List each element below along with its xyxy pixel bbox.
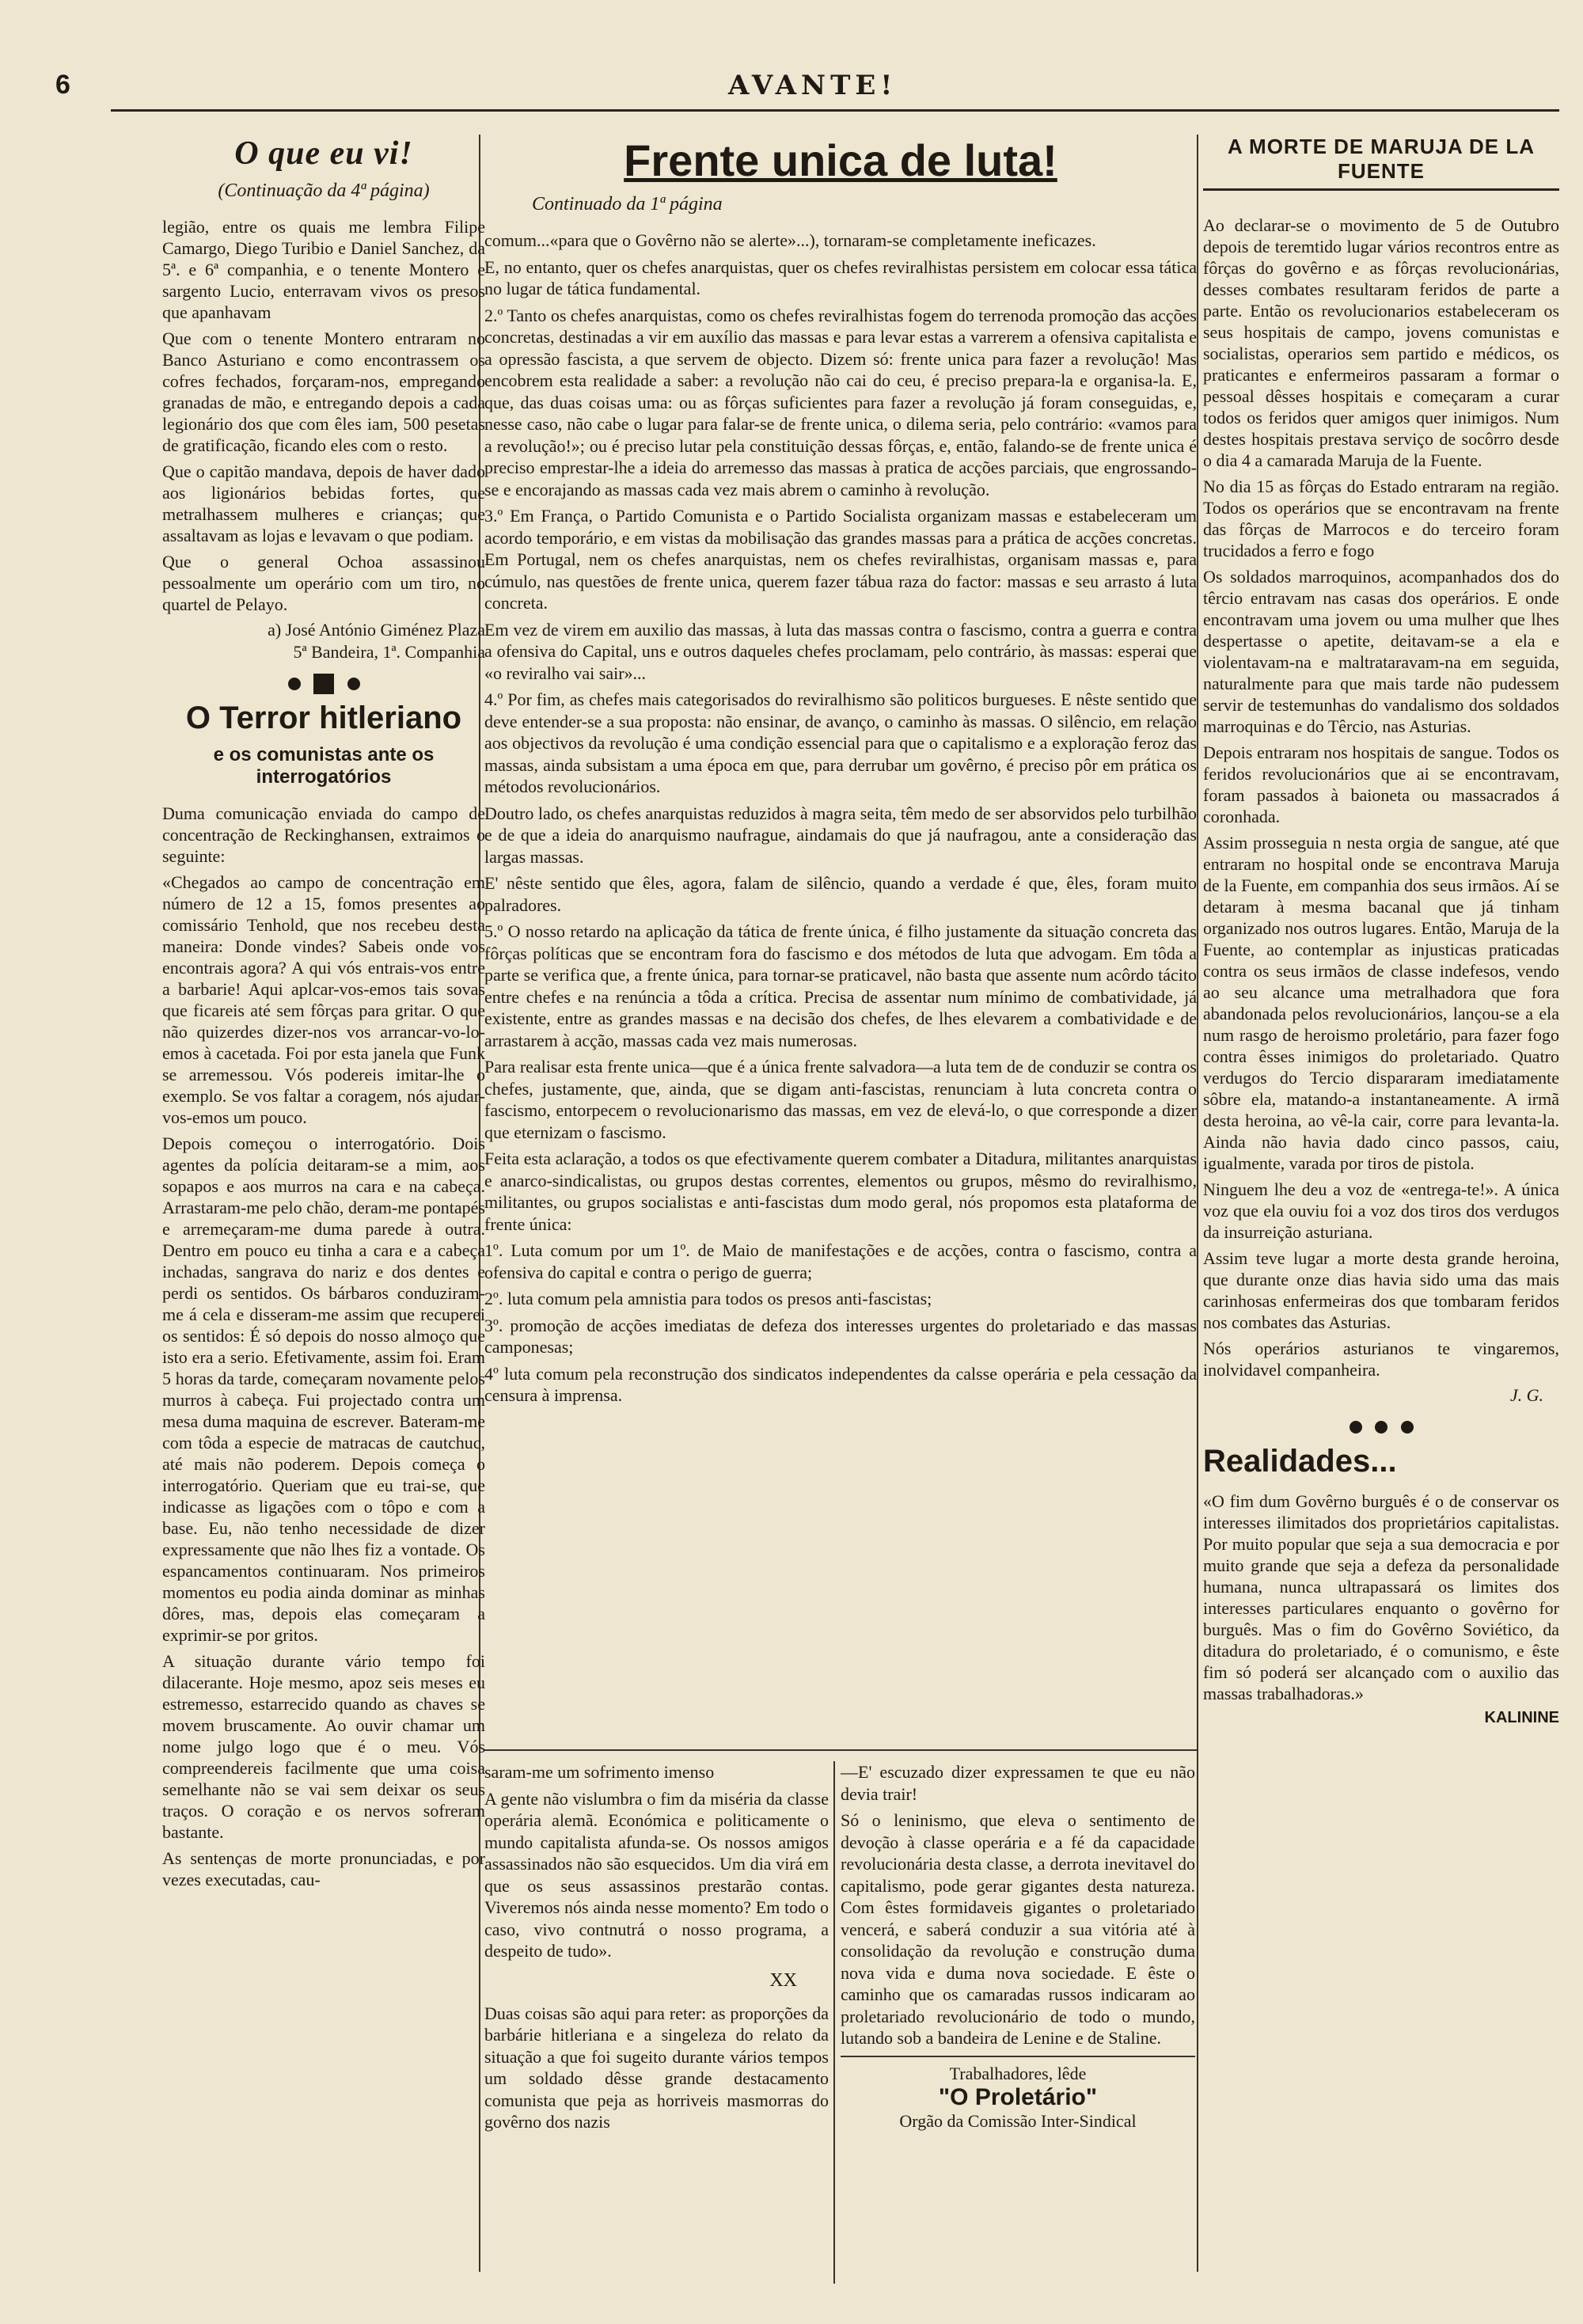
article-title: A MORTE DE MARUJA DE LA FUENTE: [1203, 135, 1559, 191]
paragraph: Feita esta aclaração, a todos os que efectivamente querem combater a Ditadura, militantes anarquistas e anarco-sindicalistas, ou grupos destas correntes, elementos ou grupos, mêsmo do reviralhismo, militantes, ou grupos socialistas e anti-fascistas dum modo geral, nós propomos esta plataforma de frente única:: [484, 1149, 1197, 1234]
paragraph: E, no entanto, quer os chefes anarquistas, quer os chefes reviralhistas persistem em colocar essa tática no lugar de tática fundamental.: [484, 256, 1197, 298]
paragraph: Ao declarar-se o movimento de 5 de Outubro depois de teremtido lugar vários recontros entre as fôrças do govêrno e as fôrças revolucionárias, desses combates resultaram feridos de parte a parte. Então os revolucionarios estabeleceram os seus hospitais de campo, jovens comunistas e socialistas, operarios sem partido e médicos, os praticantes e enfermeiros passaram a formar o pessoal dêsses hospitais e começaram a curar todos os feridos quer amigos quer inimigos. Num destes hospitais prestava serviço de socôrro desde o dia 4 a camarada Maruja de la Fuente.: [1203, 215, 1559, 470]
paragraph: 2º. luta comum pela amnistia para todos os presos anti-fascistas;: [484, 1289, 932, 1308]
paragraph: 2.º Tanto os chefes anarquistas, como os chefes reviralhistas fogem do terrenoda promoção das acções concretas, destinadas a vir em auxílio das massas e para levar estas a varrerem a ofensiva capitalista e a opressão fascista, a que servem de objecto. Dizem só: frente unica para fazer a revolução! Mas encobrem esta realidade a saber: a revolução não cai do ceu, é preciso prepara-la e organisa-la. E, que, das duas coisas uma: ou as fôrças suficientes para fazer a revolução já foram conseguidas, e, nesse caso, não cabe o lugar para falar-se de frente unica, o dilema seria, pelo contrário: «vamos para a revolução!»; ou é preciso lutar pela constituição dessas fôrças, e, então, falando-se de frente unica é preciso emprestar-lhe a ideia do arremesso das massas à pratica de acções parciais, que engrossando-se e encorajando as massas cada vez mais abrem o caminho à revolução.: [484, 305, 1197, 499]
notice-line: Trabalhadores, lêde: [949, 2063, 1087, 2083]
header-rule: [111, 70, 1559, 112]
dot-icon: [288, 678, 301, 690]
paragraph: Que o general Ochoa assassinou pessoalmente um operário com um tiro, no quartel de Pelayo.: [162, 552, 485, 614]
paragraph: 1º. Luta comum por um 1º. de Maio de manifestações e de acções, contra o fascismo, contra a ofensiva do capital e contra o perigo de guerra;: [484, 1240, 1197, 1282]
paragraph: Duma comunicação enviada do campo de concentração de Reckinghansen, extraimos o seguinte:: [162, 803, 485, 867]
dot-icon: [347, 678, 360, 690]
paragraph: Ninguem lhe deu a voz de «entrega-te!». A única voz que ela ouviu foi a voz dos tiros dos verdugos da insurreição asturiana.: [1203, 1179, 1559, 1242]
paragraph: 4º luta comum pela reconstrução dos sindicatos independentes da calsse operária e pela cessação da censura à imprensa.: [484, 1363, 1197, 1405]
middle-column: [484, 135, 1197, 1797]
paragraph: As sentenças de morte pronunciadas, e por vezes executadas, cau-: [162, 1848, 485, 1890]
signature: 5ª Bandeira, 1ª. Companhia: [293, 642, 485, 662]
ornament: [162, 670, 485, 694]
continuation-note: Continuado da 1ª página: [532, 194, 723, 215]
paragraph: 4.º Por fim, as chefes mais categorisados do reviralhismo são politicos burgueses. E nêste sentido que deve entender-se a sua proposta: não ensinar, de avanço, o caminho às massas. O silêncio, em relação aos objectivos da revolução é uma condição essencial para que o capitalismo e a exploração feroz das massas, ainda subsistam a uma época em que, para derrubar um govêrno, é preciso pôr em prática os métodos revolucionários.: [484, 689, 1197, 796]
dot-icon: [1375, 1421, 1387, 1434]
paragraph: A situação durante vário tempo foi dilacerante. Hoje mesmo, apoz seis meses eu estremesso, estarrecido quando as chaves se movem bruscamente. Ao ouvir chamar um nome julgo logo que é o meu. Vós compreendereis facilmente que uma coisa semelhante não se vai sem deixar os seus traços. O coração e os nervos sofreram bastante.: [162, 1651, 485, 1843]
paragraph: «Chegados ao campo de concentração em número de 12 a 15, fomos presentes ao comissário Tenhold, que nos recebeu desta maneira: Donde vindes? Sabeis onde vos encontrais agora? A qui vós entrais-vos entre a barbarie! Aqui aplcar-vos-emos tais sovas que ficareis até sem fôrças para gritar. O que não quizerdes dizer-nos vos arrancar-vo-lo-emos à cacetada. Foi por esta janela que Funk se arremessou. Vós podereis imitar-lhe o exemplo. Se vos faltar a coragem, nós ajudar-vos-emos um pouco.: [162, 872, 485, 1128]
paragraph: 5.º O nosso retardo na aplicação da tática de frente única, é filho justamente da situação concreta das fôrças políticas que se encontram fora do fascismo e dos métodos de luta que advogam. Em tôda a parte se verifica que, a frente única, para tornar-se praticavel, não basta que assente num acôrdo tácito entre chefes e na renúncia a tôda a crítica. Precisa de assentar num mínimo de combatividade, já existente, entre as grandes massas e na decisão dos chefes, de lhes elevarem a combatividade e de arrastarem à acção, massas cada vez mais numerosas.: [484, 921, 1197, 1050]
article-title: Realidades...: [1203, 1444, 1397, 1479]
page-number: 6: [55, 70, 70, 100]
signature: XX: [769, 1969, 797, 1991]
masthead: AVANTE!: [728, 70, 898, 101]
bottom-column-a: [484, 1761, 829, 2284]
paragraph: Que com o tenente Montero entraram no Banco Asturiano e como encontrassem os cofres fechados, forçaram-nos, empregando granadas de mão, e entregando depois a cada legionário dos que com êles iam, 500 pesetas de gratificação, ficando eles com o resto.: [162, 328, 485, 455]
notice-line: Orgão da Comissão Inter-Sindical: [899, 2110, 1137, 2131]
signature: J. G.: [1509, 1385, 1543, 1405]
dot-icon: [1401, 1421, 1414, 1434]
column-rule: [833, 1761, 835, 2284]
signature: a) José António Giménez Plaza: [268, 620, 485, 640]
paragraph: «O fim dum Govêrno burguês é o de conservar os interesses ilimitados dos proprietários capitalistas. Por muito popular que seja a sua democracia e por muito grande que seja a defeza da personalidade humana, nunca ultrapassará os limites dos interesses particulares enquanto o govêrno for burguês. Mas o fim do Govêrno Soviético, da ditadura do proletariado, é o comunismo, e êste fim só poderá ser alcançado com o auxilio das massas trabalhadoras.»: [1203, 1491, 1559, 1703]
section-rule: [484, 1749, 1197, 1751]
article-subtitle: e os comunistas ante os interrogatórios: [213, 744, 435, 788]
paragraph: Que o capitão mandava, depois de haver dado aos ligionários bebidas fortes, que metralhassem mulheres e crianças; que assaltavam as lojas e levavam o que podiam.: [162, 461, 485, 545]
divider: [841, 2056, 1195, 2057]
paragraph: Assim prosseguia n nesta orgia de sangue, até que entraram no hospital onde se encontrava Maruja de la Fuente, em companhia dos seus irmãos. Aí se detaram à mesma bacanal que já tinham organizado nos outros lugares. Então, Maruja de la Fuente, ao contemplar as injusticas praticadas contra os seus irmãos de classe indefesos, vendo ao seu alcance uma metralhadora que fora abandonada pelos revolucionários, lançou-se a ela num rasgo de heroismo proletário, para fazer fogo contra êsses inimigos do proletariado. Quatro verdugos do Tercio dispararam imediatamente sôbre ela, matando-a instantaneamente. A irmã desta heroina, ao vê-la cair, corre para levanta-la. Ainda não havia dado cinco passos, caiu, igualmente, varada por tiros de pistola.: [1203, 833, 1559, 1173]
signature: KALININE: [1484, 1709, 1559, 1726]
ornament: [1203, 1414, 1559, 1437]
left-column: [162, 135, 485, 2272]
paragraph: 3º. promoção de acções imediatas de defeza dos interesses urgentes do proletariado e das massas camponesas;: [484, 1315, 1197, 1357]
paragraph: Só o leninismo, que eleva o sentimento de devoção à classe operária e a fé da capacidade revolucionária desta classe, a derrota inevitavel do capitalismo, pode gerar gigantes desta natureza. Com êstes formidaveis gigantes o proletariado vencerá, e saberá conduzir a sua vitória até à consolidação da revolução e construção duma nova vida e duma nova sociedade. E êste o caminho que os camaradas russos indicaram ao proletariado revolucionário de todo o mundo, lutando sob a bandeira de Lenine e de Staline.: [841, 1810, 1195, 2048]
notice-title: "O Proletário": [938, 2083, 1098, 2110]
paragraph: Depois entraram nos hospitais de sangue. Todos os feridos revolucionários que ai se encontravam, foram passados à baioneta ou massacrados á coronhada.: [1203, 742, 1559, 826]
paragraph: legião, entre os quais me lembra Filipe Camargo, Diego Turibio e Daniel Sanchez, da 5ª. e 6ª companhia, e o tenente Montero e sargento Lucio, enterravam vivos os presos que apanhavam: [162, 217, 485, 322]
right-column: [1203, 135, 1559, 2272]
square-icon: [313, 674, 334, 694]
paragraph: E' nêste sentido que êles, agora, falam de silêncio, quando a verdade é que, êles, foram muito palradores.: [484, 873, 1197, 915]
paragraph: Para realisar esta frente unica—que é a única frente salvadora—a luta tem de de conduzir se contra os chefes, justamente, que, ainda, que se digam anti-fascistas, renunciam à luta concreta contra o fascismo, entorpecem o revolucionarismo das massas, em vez de elevá-lo, o que corresponde a dizer que eternizam o fascismo.: [484, 1057, 1197, 1142]
paragraph: Nós operários asturianos te vingaremos, inolvidavel companheira.: [1203, 1339, 1559, 1380]
paragraph: Os soldados marroquinos, acompanhados dos do têrcio entravam nas casas dos operários. E onde encontravam uma jovem ou uma mulher que lhes despertasse o apetite, deitavam-se a ela e violentavam-na e maltrataravam-na em seguida, naturalmente para que mais tarde não pudessem servir de testemunhas do vandalismo dos soldados marroquinas e do Têrcio, nas Asturias.: [1203, 567, 1559, 736]
paragraph: Duas coisas são aqui para reter: as proporções da barbárie hitleriana e a singeleza do relato da situação a que foi sugeito durante vários tempos um soldado dêsse grande destacamento comunista que peja as horriveis masmorras do govêrno dos nazis: [484, 2003, 829, 2132]
paragraph: Assim teve lugar a morte desta grande heroina, que durante onze dias havia sido uma das mais carinhosas enfermeiras dos que tombaram feridos nos combates das Asturias.: [1203, 1248, 1559, 1332]
paragraph: A gente não vislumbra o fim da miséria da classe operária alemã. Económica e politicamente o mundo capitalista afunda-se. Os nossos amigos assassinados não são esquecidos. Um dia virá em que os seus assassinos prestarão contas. Viveremos nós ainda nesse momento? Em todo o caso, vivo contnutrá o nosso programa, a despeito de tudo».: [484, 1788, 829, 1961]
dot-icon: [1350, 1421, 1362, 1434]
paragraph: saram-me um sofrimento imenso: [484, 1762, 715, 1782]
article-title: O que eu vi!: [234, 135, 413, 172]
paragraph: comum...«para que o Govêrno não se alerte»...), tornaram-se completamente ineficazes.: [484, 230, 1096, 250]
paragraph: Doutro lado, os chefes anarquistas reduzidos à magra seita, têm medo de ser absorvidos pelo turbilhão e de que a ideia do anarquismo naufrague, aindamais do que já naufragou, ante a consideração das largas massas.: [484, 803, 1197, 867]
bottom-column-b: [841, 1761, 1195, 2284]
article-title: O Terror hitleriano: [185, 701, 462, 736]
paragraph: No dia 15 as fôrças do Estado entraram na região. Todos os operários que se encontravam na frente das fôrças de Marrocos e do terceiro foram trucidados a ferro e fogo: [1203, 477, 1559, 560]
paragraph: Em vez de virem em auxilio das massas, à luta das massas contra o fascismo, contra a guerra e contra a ofensiva do Capital, uns e outros daqueles chefes proclamam, pelo contrário, às massas: esperai que «o reviralho vai sair»...: [484, 619, 1197, 683]
paragraph: 3.º Em França, o Partido Comunista e o Partido Socialista organizam massas e estabeleceram um acordo temporário, e em vistas da mobilisação das grandes massas para a prática de acções concretas. Em Portugal, nem os chefes anarquistas, nem os chefes reviralhistas, organisam massas e, para cúmulo, nas questões de frente unica, querem fazer tábua raza do factor: massas e seu arrasto á luta concreta.: [484, 506, 1197, 613]
paragraph: Depois começou o interrogatório. Dois agentes da polícia deitaram-se a mim, aos sopapos e aos murros na cara e na cabeça. Arrastaram-me pelo chão, deram-me pontapés e arremeçaram-me duma parede à outra. Dentro em pouco eu tinha a cara e a cabeça inchadas, sangrava do nariz e dos dentes e perdi os sentidos. Os bárbaros conduziram-me á cela e disseram-me assim que recuperei os sentidos: É só depois do nosso almoço que isto era a serio. Efetivamente, assim foi. Eram 5 horas da tarde, começaram novamente pelos murros à cabeça. Fui projectado contra um mesa duma maquina de escrever. Bateram-me com tôda a especie de matracas de cautchuc, até mais não poderem. Depois começa o interrogatório. Queriam que eu trai-se, que indicasse as ligações com o tôpo e com a base. Eu, não tenho necessidade de dizer expressamente que não lhes fiz a vontade. Os espancamentos continuaram. Nos primeiros momentos eu podia ainda dominar as minhas dôres, mas, depois elas começaram a exprimir-se por gritos.: [162, 1134, 485, 1646]
spacer: [1203, 199, 1559, 215]
continuation-note: (Continuação da 4ª página): [218, 180, 430, 201]
column-rule: [1197, 135, 1198, 2272]
paragraph: —E' escuzado dizer expressamen te que eu não devia trair!: [841, 1762, 1195, 1804]
article-title: Frente unica de luta!: [624, 135, 1057, 185]
